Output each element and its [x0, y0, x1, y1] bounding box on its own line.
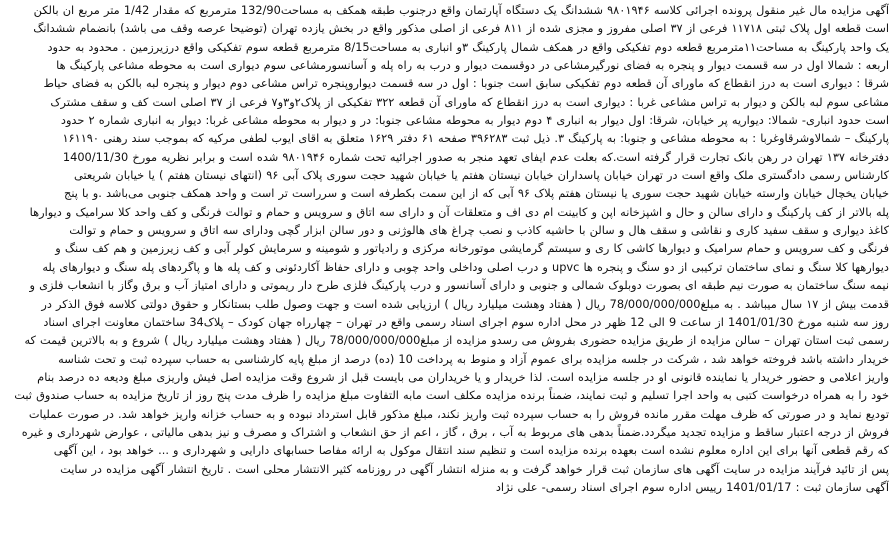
notice-line: کارشناس رسمی دادگستری ملک واقع است در تهران خیابان پاسداران خیابان نیستان هفتم یا خیابان شهید حجت سوری پلاک آبی ۹۶ (انتهای نیستان هفتم ) یا خیابان شریعتی: [73, 168, 889, 183]
notice-line: است حدود انباری- شمالا: دیواریه پر خیابان، شرقا: اول دیوار به انباری ۴ دوم دیوار به محوطه مشاعی جنوبا: در و دیوار به محوطه مشاعی غربا: دیوار به انباری شماره ۲ حدود: [60, 113, 889, 128]
notice-line: خریدار داشته باشد فروخته خواهد شد ، شرکت در جلسه مزایده برای عموم آزاد و منوط به پرداخت 10 (ده) درصد از مبلغ پایه کارشناسی به حساب سپرده ثبت و تحت شناسه: [58, 351, 889, 366]
notice-line: کاغذ دیواری و سقف سفید کاری و نقاشی و سقف هال و سالن با حاشیه کاذب و نصب چراغ های هالوژنی و دور سالن ابزار گچی ودارای سه اتاق و سرویس و حمام و توالت: [69, 223, 889, 238]
notice-line: اربعه : شمالا اول در سه قسمت دیوار و پنجره به فضای نورگیرمشاعی در دوقسمت دیوار و درب به راه پله و آسانسورمشاعی سوم دیواری است به محوطه مشاعی پارکینگ ها: [56, 58, 889, 73]
notice-line: رسمی ثبت استان تهران – سالن مزایده از طریق مزایده حضوری بفروش می رسدو مزایده از مبلغ78/000/000/000 ریال ( هفتاد وهشت میلیارد ریال ) شروع و به بالاترین قیمت که: [24, 333, 889, 348]
notice-line: قدمت بیش از ۱۷ سال میباشد . به مبلغ78/000/000/000 ریال ( هفتاد وهشت میلیارد ریال ) ارزیابی شده است و جهت وصول طلب بستانکار و حقوق دولتی کلاسه فوق الذکر در: [41, 296, 889, 311]
notice-line: روز سه شنبه مورخ 1401/01/30 از ساعت 9 الی 12 ظهر در محل اداره سوم اجرای اسناد رسمی واقع در تهران – چهارراه جهان کودک – پلاک34 ساختمان معاونت اجرای اسناد: [43, 314, 889, 329]
notice-line: نیمه سنگ ساختمان به صورت نیم طبقه ای بصورت دوبلوک شمالی و جنوبی و دارای آسانسور و درب پارکینگ فلزی طرح دار ریموتی و دارای امتیاز آب و برق وگاز با انشعاب فلزی و: [29, 278, 889, 293]
notice-line: شرقا : دیواری است به درز انقطاع که ماورای آن قطعه دوم تفکیکی سابق است جنوبا : اول در سه قسمت دیواروپنجره تراس مشاعی دوم دیوار و پنجره لبه بالکن به فضای حیاط: [43, 76, 889, 91]
notice-line: خیابان یخچال خیابان وارسته خیابان شهید حجت سوری یا نیستان هفتم پلاک ۹۶ آبی که از این سمت بکطرفه است و سرراست تر است و واحد همکف جنوبی می‌باشد .و با پنج: [64, 186, 889, 201]
notice-line: دفترخانه ۱۳۷ تهران در رهن بانک تجارت قرار گرفته است.که بعلت عدم ایفای تعهد منجر به صدور اجرائیه تحت شماره ۹۸۰۱۹۴۶ شده است و برابر نظریه مورخ 1400/11/30: [62, 149, 889, 164]
notice-line: آگهی مزایده مال غیر منقول پرونده اجرائی کلاسه ۹۸۰۱۹۴۶ ششدانگ یک دستگاه آپارتمان واقع درجنوب طبقه همکف به مساحت132/90 مترمربع که مقدار 1/42 متر مربع ان بالکن: [33, 3, 889, 17]
notice-line: پله بالاتر از کف پارکینگ و دارای سالن و حال و اشپزخانه اپن و کابینت ام دی اف و متعلقات آن و دارای سه اتاق و سرویس و حمام و توالت فرنگی و کف واحد کلا سرامیک و دیوارها: [29, 204, 889, 219]
notice-line: پس از تائید فرآیند مزایده در سایت آگهی های سازمان ثبت قرار خواهد گرفت و به منزله انتشار آگهی در روزنامه کثیر الانتشار محلی است . تاریخ انتشار آگهی مزایده در سایت: [60, 461, 889, 476]
notice-line: واریز اعلامی و حضور خریدار یا نماینده قانونی او در جلسه مزایده است. لذا خریدار و یا خریداران می بایست قبل از شروع وقت مزایده اصل فیش واریزی مبلغ ودیعه ده درصد بنام: [37, 369, 889, 384]
notice-line: یک واحد پارکینگ به مساحت۱۱مترمربع قطعه دوم تفکیکی واقع در همکف شمال پارکینگ ۳و انباری به مساحت8/15 مترمربع قطعه سوم تفکیکی واقع درزیرزمین . محدود به حدود: [47, 39, 889, 54]
notice-line: خود را به همراه درخواست کتبی به واحد اجرا تسلیم و ثبت نمایند، ضمناً برنده مزایده مکلف است مابه التفاوت مبلغ مزایده را ظرف مدت پنج روز از تاریخ مزایده به حساب صندوق ثبت: [14, 388, 889, 403]
notice-line: که رقم قطعی آنها برای این اداره معلوم نشده است بعهده برنده مزایده است و تنظیم سند انتقال موکول به ارائه مفاصا حسابهای دارایی و شهرداری و ... خواهد بود ، این آگهی: [53, 443, 889, 458]
notice-line: تودیع نماید و در صورتی که ظرف مهلت مقرر مانده فروش را به حساب سپرده ثبت واریز نکند، مبلغ مذکور قابل استرداد نبوده و به حساب خزانه واریز خواهد شد. در صورت عملیات: [28, 406, 889, 421]
notice-line: فرنگی و کف سرویس و حمام سرامیک و دیوارها کاشی کا ری و سیستم گرمایشی موتورخانه مرکزی و رادیاتور و شومینه و سرمایش کولر آبی و کف زیرزمین و هم کف سنگ و: [55, 241, 889, 256]
notice-line: دیوارهها کلا سنگ و نمای ساختمان ترکیبی از دو سنگ و پنجره ها upvc و درب اصلی وداخلی واحد چوبی و دارای حفاظ آکاردئونی و کف پله ها و پاگردهای پله سنگ و دیوارهای پله: [42, 259, 889, 274]
notice-line: فروش از درجه اعتبار ساقط و مزایده تجدید میگردد.ضمناً بدهی های مربوط به آب ، برق ، گاز ، اعم از حق انشعاب و اشتراک و مصرف و نیز بدهی مالیاتی ، عوارض شهرداری و غیره: [21, 424, 889, 439]
notice-line: پارکینگ – شمالاوشرقاوغربا : به محوطه مشاعی و جنوبا: به پارکینگ ۳. ذیل ثبت ۳۹۶۲۸۳ صفحه ۶۱ دفتر ۱۶۲۹ متعلق به اقای ایوب لطفی مرکیه که بموجب سند رهنی ۱۶۱۱۹۰: [62, 131, 889, 146]
notice-line: آگهی سازمان ثبت : 1401/01/17 رییس اداره سوم اجرای اسناد رسمی- علی نژاد: [495, 479, 889, 494]
notice-line: مشاعی سوم لبه بالکن و دیوار به تراس مشاعی غربا : دیواری است به درز انقطاع که ماورای آن قطعه ۳۲۲ تفکیکی از پلاک۲و۳و۷ فرعی از ۳۷ اصلی است کف و سقف مشترک: [50, 94, 889, 109]
notice-line: است قطعه اول پلاک ثبتی ۱۱۷۱۸ فرعی از ۳۷ اصلی مفروز و مجزی شده از ۸۱۱ فرعی از اصلی مذکور واقع در بخش یازده تهران (توضیحا عرصه وقف می باشد) بانضمام ششدانگ: [33, 21, 889, 36]
